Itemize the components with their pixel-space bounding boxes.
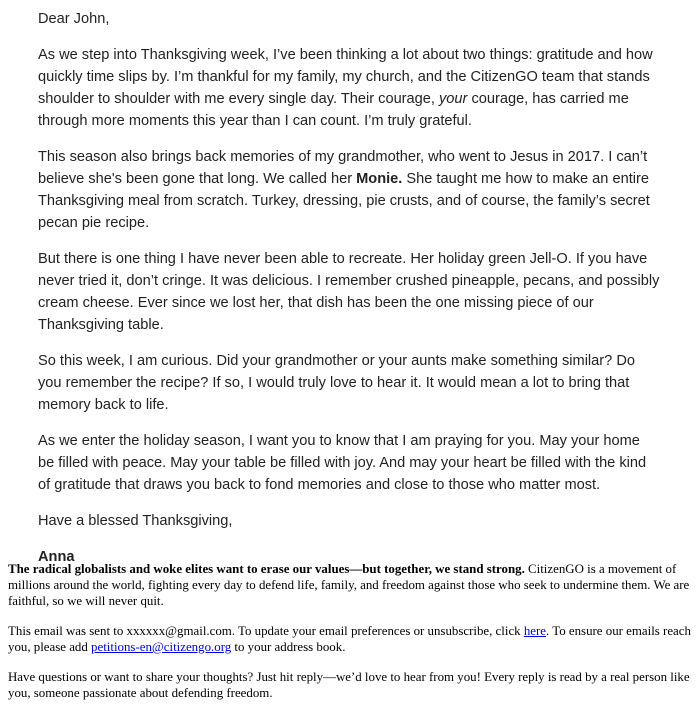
- petitions-email-link[interactable]: petitions-en@citizengo.org: [91, 640, 232, 654]
- paragraph-recipe-request: So this week, I am curious. Did your grandmother or your aunts make something similar? Do you remember the recipe? If so, I would truly love to hear it. It would mean a lot to bring that memory back to life.: [38, 353, 635, 413]
- paragraph-grandmother: [38, 146, 660, 234]
- sent-text-b: . To ensure our emails reach you, please add: [8, 624, 691, 654]
- footer-sent-notice: [8, 623, 692, 655]
- p2-text-b: She taught me how to make an entire Thanksgiving meal from scratch. Turkey, dressing, pie crusts, and of course, the family’s secret pecan pie recipe.: [38, 171, 650, 231]
- letter-body: [38, 8, 660, 582]
- p1-text-b: courage, has carried me through more moments this year than I can count. I’m truly grateful.: [38, 91, 629, 129]
- p2-name: Monie.: [356, 171, 403, 187]
- sent-text-c: to your address book.: [231, 640, 346, 654]
- sent-text-a: This email was sent to xxxxxx@gmail.com. To update your email preferences or unsubscribe, click: [8, 624, 524, 638]
- paragraph-prayer: As we enter the holiday season, I want you to know that I am praying for you. May your home be filled with peace. May your table be filled with joy. And may your heart be filled with the kind of gratitude that draws you back to fond memories and close to those who matter most.: [38, 433, 647, 493]
- footer-mission: [8, 561, 692, 609]
- greeting: Dear John,: [38, 11, 110, 27]
- signature: Anna: [38, 549, 75, 565]
- unsubscribe-link[interactable]: here: [523, 624, 547, 638]
- p1-text-a: As we step into Thanksgiving week, I’ve been thinking a lot about two things: gratitude and how quickly time slips by. I’m thankful for my family, my church, and the CitizenGO team that stands shoulder to shoulder with me every single day. Their courage,: [38, 47, 653, 107]
- paragraph-gratitude: [38, 44, 660, 132]
- footer-questions: Have questions or want to share your thoughts? Just hit reply—we’d love to hear from you! Every reply is read by a real person like you, someone passionate about defending freedom.: [8, 670, 690, 700]
- closing: Have a blessed Thanksgiving,: [38, 513, 233, 529]
- email-footer: [8, 561, 692, 715]
- mission-bold: The radical globalists and woke elites want to erase our values—but together, we stand strong.: [8, 562, 525, 576]
- p1-emphasis: your: [439, 91, 468, 107]
- p2-text-a: This season also brings back memories of my grandmother, who went to Jesus in 2017. I can’t believe she's been gone that long. We called her: [38, 149, 648, 187]
- mission-text: CitizenGO is a movement of millions around the world, fighting every day to defend life, family, and freedom against those who seek to undermine them. We are faithful, so we will never quit.: [8, 562, 690, 608]
- paragraph-jello: But there is one thing I have never been able to recreate. Her holiday green Jell-O. If you have never tried it, don’t cringe. It was delicious. I remember crushed pineapple, pecans, and possibly cream cheese. Ever since we lost her, that dish has been the one missing piece of our Thanksgiving table.: [38, 251, 660, 333]
